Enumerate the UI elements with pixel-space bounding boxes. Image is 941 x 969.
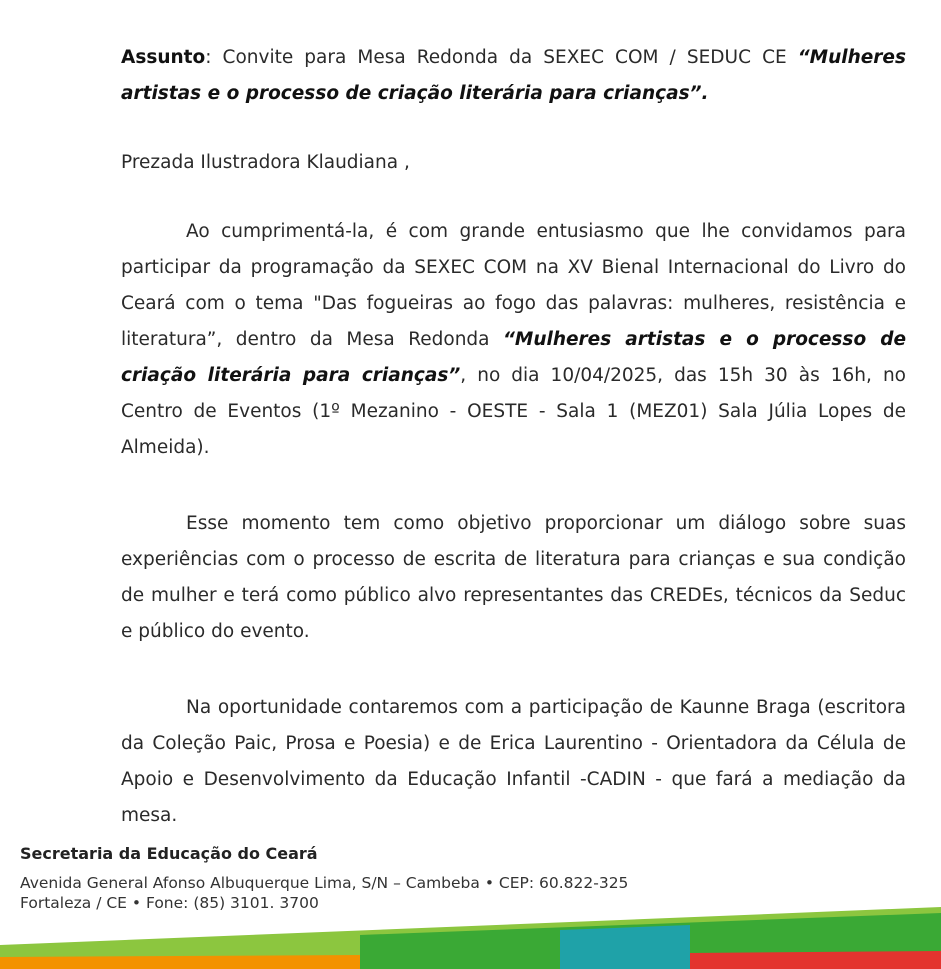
paragraph-invitation bbox=[121, 214, 906, 466]
subject-title: “Mulheres artistas e o processo de criação literária para crianças”. bbox=[121, 47, 906, 104]
subject-text: : Convite para Mesa Redonda da SEXEC COM / SEDUC CE bbox=[205, 47, 798, 68]
address: Avenida General Afonso Albuquerque Lima, S/N – Cambeba • CEP: 60.822-325 bbox=[20, 874, 629, 892]
band-teal bbox=[560, 925, 690, 969]
letter-body bbox=[121, 40, 906, 834]
footer-color-band bbox=[0, 905, 941, 969]
invitation-text-start: Ao cumprimentá-la, é com grande entusiasmo que lhe convidamos para participar da programação da SEXEC COM na XV Bienal Internacional do Livro do Ceará com o tema "Das fogueiras ao fogo das palavras: mulheres, resistência e literatura”, dentro da Mesa Redonda bbox=[121, 221, 906, 350]
city-phone: Fortaleza / CE • Fone: (85) 3101. 3700 bbox=[20, 894, 319, 912]
subject-line bbox=[121, 40, 906, 112]
footer bbox=[20, 844, 628, 913]
invitation-text-end: , no dia 10/04/2025, das 15h 30 às 16h, no Centro de Eventos (1º Mezanino - OESTE - Sala 1 (MEZ01) Sala Júlia Lopes de Almeida). bbox=[121, 365, 906, 458]
greeting: Prezada Ilustradora Klaudiana , bbox=[121, 152, 410, 173]
band-red bbox=[690, 951, 941, 969]
paragraph-participants: Na oportunidade contaremos com a participação de Kaunne Braga (escritora da Coleção Paic, Prosa e Poesia) e de Erica Laurentino - Orientadora da Célula de Apoio e Desenvolvimento da Educação Infantil -CADIN - que fará a mediação da mesa. bbox=[121, 697, 906, 826]
subject-label: Assunto bbox=[121, 47, 206, 68]
organization-name: Secretaria da Educação do Ceará bbox=[20, 844, 318, 863]
paragraph-objective: Esse momento tem como objetivo proporcionar um diálogo sobre suas experiências com o processo de escrita de literatura para crianças e sua condição de mulher e terá como público alvo representantes das CREDEs, técnicos da Seduc e público do evento. bbox=[121, 513, 906, 642]
round-table-title: “Mulheres artistas e o processo de criação literária para crianças” bbox=[121, 329, 906, 386]
band-orange bbox=[0, 955, 360, 969]
